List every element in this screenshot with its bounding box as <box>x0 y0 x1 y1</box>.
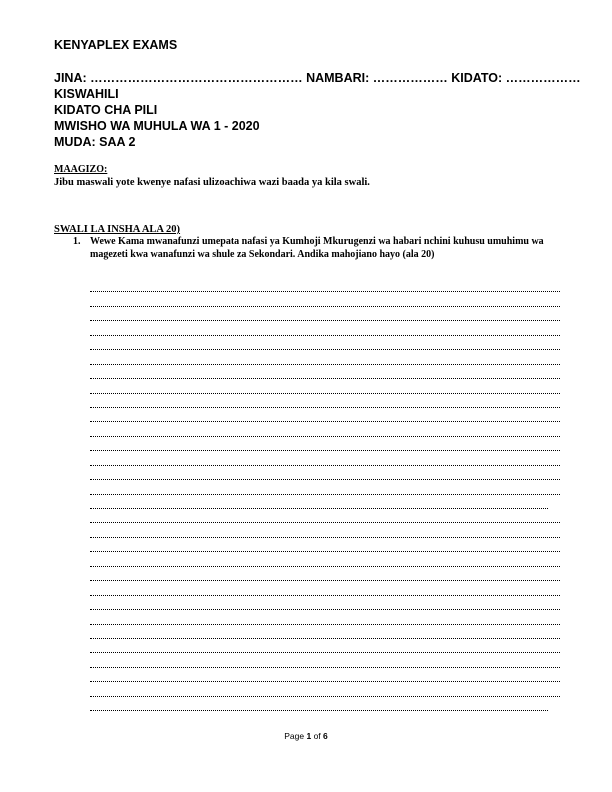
exam-duration: MUDA: SAA 2 <box>54 135 136 149</box>
answer-line <box>90 495 548 509</box>
answer-line <box>90 307 560 321</box>
answer-line <box>90 682 560 696</box>
answer-line <box>90 437 560 451</box>
question-text: Wewe Kama mwanafunzi umepata nafasi ya Kumhoji Mkurugenzi wa habari nchini kuhusu umuhimu wa magezeti kwa wanafunzi wa shule za Sekondari. Andika mahojiano hayo (ala 20) <box>90 236 544 260</box>
question-number: 1. <box>73 236 81 247</box>
footer-of-word: of <box>313 731 321 741</box>
answer-line <box>90 480 560 494</box>
answer-line <box>90 610 560 624</box>
form-level: KIDATO CHA PILI <box>54 103 158 117</box>
answer-line <box>90 336 560 350</box>
footer-page-total: 6 <box>323 731 328 741</box>
answer-line <box>90 394 560 408</box>
section-heading: SWALI LA INSHA ALA 20) <box>54 224 181 235</box>
answer-line <box>90 466 560 480</box>
instructions-text: Jibu maswali yote kwenye nafasi ulizoachiwa wazi baada ya kila swali. <box>54 177 370 188</box>
answer-line <box>90 625 560 639</box>
answer-line <box>90 596 560 610</box>
student-fields-line: JINA: …………………………………………… NAMBARI: ……………… KIDATO: ……………… <box>54 71 581 85</box>
answer-line <box>90 538 560 552</box>
answer-line <box>90 321 560 335</box>
footer-page-word: Page <box>284 731 305 741</box>
answer-line <box>90 379 560 393</box>
exam-name: KENYAPLEX EXAMS <box>54 38 178 52</box>
answer-lines <box>90 278 560 711</box>
answer-line <box>90 422 560 436</box>
answer-line <box>90 552 560 566</box>
answer-line <box>90 523 560 537</box>
answer-line <box>90 639 560 653</box>
answer-line <box>90 697 548 711</box>
answer-line <box>90 581 560 595</box>
answer-line <box>90 451 560 465</box>
answer-line <box>90 567 560 581</box>
answer-line <box>90 509 560 523</box>
answer-line <box>90 668 560 682</box>
subject-title: KISWAHILI <box>54 87 119 101</box>
page-footer <box>0 731 612 741</box>
answer-line <box>90 365 560 379</box>
answer-line <box>90 350 560 364</box>
answer-line <box>90 653 560 667</box>
answer-line <box>90 292 560 306</box>
answer-line <box>90 278 560 292</box>
footer-page-number: 1 <box>306 731 312 741</box>
instructions-heading: MAAGIZO: <box>54 164 108 175</box>
answer-line <box>90 408 560 422</box>
term-line: MWISHO WA MUHULA WA 1 - 2020 <box>54 119 260 133</box>
